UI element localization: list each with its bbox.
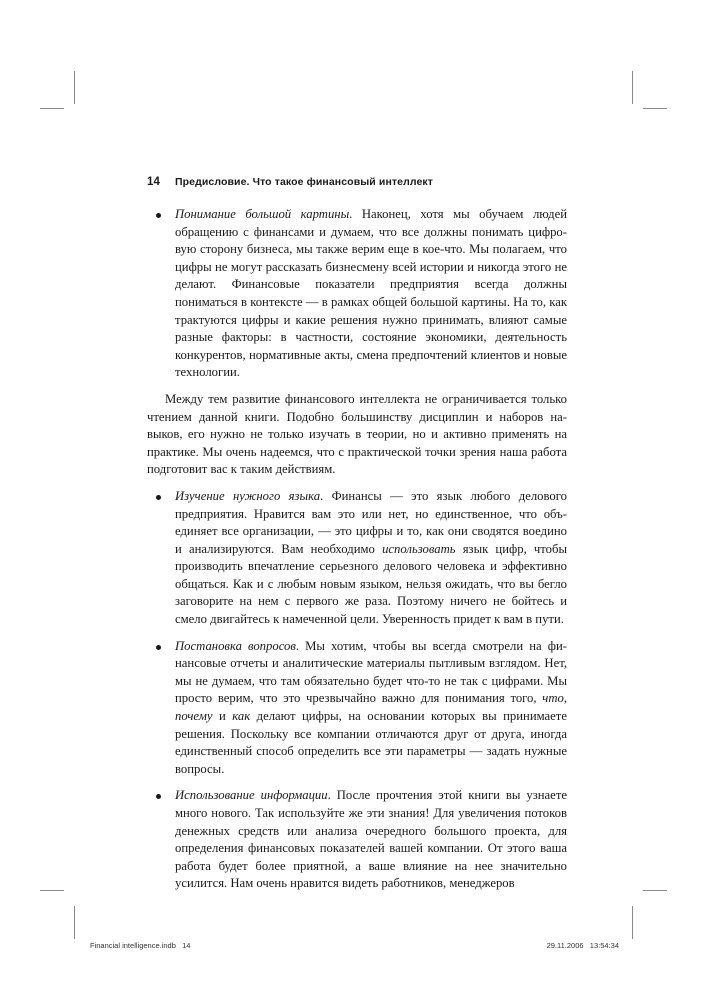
crop-mark-top-left-h [40,108,64,109]
emphasis: почему [175,709,213,724]
bullet-big-picture [147,206,567,382]
bullet-dot [156,495,161,500]
bullet-term: Понимание большой картины [175,207,350,221]
body-paragraph: Между тем развитие финансового интеллекта не ограничивается только чтением данной книги. Подобно большинству дисциплин и наборов навыков, его нужно не только изучать в теории, но и активно применять на практике. Мы очень надеемся, что с практической точки зрения наша работа подготовит вас к таким действиям. [147,391,567,477]
chapter-title: Предисловие. Что такое финансовый интеллект [175,176,434,188]
bullet-dot [156,645,161,650]
bullet-questions [147,638,567,779]
bullet-text: . Наконец, хотя мы обучаем людей обращению с финансами и думаем, что все должны понимать цифровую сторону бизнеса, мы также верим еще в кое-что. Мы полагаем, что цифры не могут рассказать бизнесмену всей истории и никогда этого не делают. Финансовые показатели предприятия всегда должны пониматься в контексте — в рамках общей большой картины. На то, как трактуются цифры и какие решения нужно принимать, влияют самые разные факторы: в частности, состояние экономики, деятельность конкурентов, нормативные акты, смена предпочтений клиентов и новые технологии. [175,207,567,380]
crop-mark-top-right [632,71,633,104]
crop-mark-bottom-left-h [40,890,64,891]
emphasis: использовать [382,541,456,556]
bullet-dot [156,213,161,218]
crop-mark-bottom-left [74,906,75,939]
emphasis: как [232,709,251,724]
bullet-term: Использование информации [175,788,328,803]
bullet-language [147,488,567,629]
separator: , [563,691,567,706]
crop-mark-bottom-right [632,906,633,939]
bullet-text: . После прочтения этой книги вы узнаете много нового. Так используйте же эти знания! Для увеличения потоков денежных средств или анализа очередного большого проекта, для определения финансовых показателей вашей компании. От этого ваша работа будет более приятной, а ваше влияние на нее значительно усилится. Нам очень нравится видеть работников, менеджеров [175,788,567,891]
bullet-dot [156,794,161,799]
bullet-term: Постановка вопросов [175,638,296,653]
bullet-text: . Мы хотим, чтобы вы всегда смотрели на финансовые отчеты и аналитические материалы пытливым взглядом. Нет, мы не думаем, что там обязательно будет что-то не так с цифрами. Мы просто верим, что это чрезвычайно важно для понимания того, [175,638,567,706]
page-number: 14 [147,176,160,188]
footer-file: Financial intelligence.indb 14 [90,941,191,950]
page-body [147,206,567,893]
separator: и [212,709,233,724]
bullet-information [147,787,567,893]
emphasis: что [542,691,564,706]
crop-mark-bottom-right-h [643,890,667,891]
bullet-text: делают цифры, на основании которых вы принимаете решения. Поскольку все компании отличаются друг от друга, иногда единственный способ определить все эти параметры — задать нужные вопросы. [175,709,567,776]
bullet-text: язык цифр, чтобы производить впечатление серьезного делового человека и эффективно общаться. Как и с любым новым языком, нельзя ожидать, что вы бегло заговорите на нем с первого же раза. Поэтому ничего не бойтесь и смело двигайтесь к намеченной цели. Уверенность придет к вам в пути. [175,541,567,627]
footer-timestamp: 29.11.2006 13:54:34 [546,941,619,950]
crop-mark-top-right-h [643,108,667,109]
running-head [147,176,567,188]
bullet-text: . Финансы — это язык любого делового предприятия. Нравится вам это или нет, но единственное, что объединяет все организации, — это цифры и то, как они сводятся воедино и анализируются. Вам необходимо [175,488,567,556]
bullet-term: Изучение нужного языка [175,488,321,503]
crop-mark-top-left [74,71,75,104]
